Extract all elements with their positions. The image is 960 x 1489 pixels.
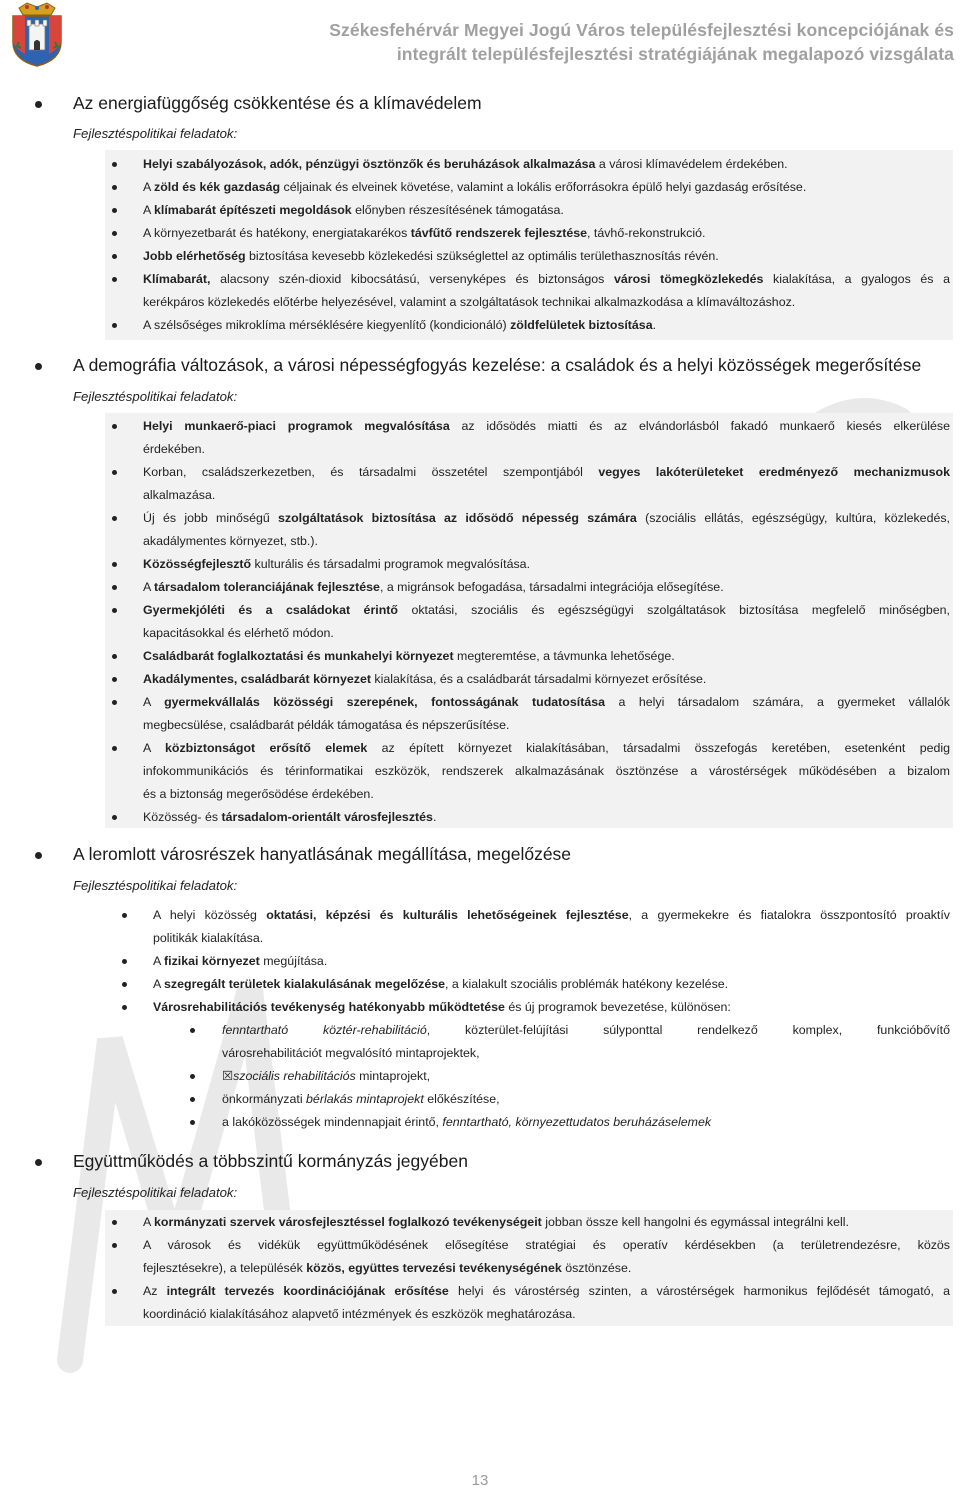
text-run: politikák kialakítása.	[153, 931, 264, 945]
section-bullet	[35, 1159, 42, 1166]
text-run: , a migránsok befogadása, társadalmi integrációja elősegítése.	[379, 580, 724, 594]
task-line	[143, 1303, 950, 1326]
list-bullet	[122, 959, 127, 964]
text-run: mintaprojekt,	[355, 1069, 431, 1083]
text-run: Városrehabilitációs tevékenység hatékonyabb működtetése	[153, 1000, 505, 1014]
task-line	[143, 1211, 950, 1234]
text-run: helyi és várostérség szinten, a várostérségek harmonikus fejlődését támogató, a	[448, 1284, 950, 1298]
text-run: ☒	[222, 1069, 234, 1083]
task-line	[143, 714, 950, 737]
text-run: és új programok bevezetése, különösen:	[504, 1000, 731, 1014]
task-line	[143, 199, 950, 222]
text-run: , közterület-felújítási súlyponttal rendelkező komplex, funkcióbővítő	[426, 1023, 950, 1037]
task-line	[143, 314, 950, 337]
task-line	[143, 691, 950, 714]
text-run: szociális rehabilitációs	[233, 1069, 356, 1083]
task-line	[143, 507, 950, 530]
text-run: fejlesztésekre), a településék	[143, 1261, 307, 1275]
task-line	[143, 760, 950, 783]
text-run: kialakítása, és a családbarát társadalmi környezet erősítése.	[370, 672, 707, 686]
list-bullet	[112, 516, 117, 521]
text-run: , a gyermekekre és fiatalokra összpontosító proaktív	[628, 908, 950, 922]
text-run: kulturális és társadalmi programok megvalósítása.	[251, 557, 531, 571]
text-run: A helyi közösség	[153, 908, 267, 922]
task-line	[143, 553, 950, 576]
task-line	[222, 1019, 950, 1042]
task-line	[143, 291, 950, 314]
list-bullet	[112, 231, 117, 236]
text-run: bérlakás mintaprojekt	[306, 1092, 424, 1106]
header-title-line-1: Székesfehérvár Megyei Jogú Város településfejlesztési koncepciójának és	[329, 20, 954, 40]
tasks-label: Fejlesztéspolitikai feladatok:	[73, 126, 238, 141]
text-run: városrehabilitációt megvalósító mintaprojektek,	[222, 1046, 480, 1060]
task-line	[222, 1088, 950, 1111]
task-line	[143, 622, 950, 645]
list-bullet	[112, 185, 117, 190]
text-run: városi tömegközlekedés	[613, 272, 764, 286]
task-line	[143, 484, 950, 507]
text-run: és a biztonság megerősödése érdekében.	[143, 787, 374, 801]
text-run: érdekében.	[143, 442, 206, 456]
text-run: Közösség- és	[143, 810, 222, 824]
text-run: koordináció kialakításához alapvető intézmények és eszközök meghatározása.	[143, 1307, 576, 1321]
text-run: A	[143, 741, 165, 755]
list-bullet	[112, 323, 117, 328]
list-bullet	[112, 608, 117, 613]
text-run: megújítása.	[259, 954, 328, 968]
text-run: integrált tervezés koordinációjának erősítése	[166, 1284, 449, 1298]
header-title-line-2: integrált településfejlesztési stratégiájának megalapozó vizsgálata	[396, 44, 954, 64]
text-run: zöldfelületek biztosítása	[510, 318, 653, 332]
text-run: A	[153, 954, 165, 968]
text-run: Helyi szabályozások, adók, pénzügyi ösztönzők és beruházások alkalmazása	[143, 157, 596, 171]
task-line	[143, 806, 950, 829]
text-run: ösztönzése.	[561, 1261, 632, 1275]
task-line	[143, 668, 950, 691]
text-run: vegyes lakóterületeket eredményező mechanizmusok	[598, 465, 950, 479]
text-run: zöld és kék gazdaság	[154, 180, 281, 194]
task-line	[143, 530, 950, 553]
text-run: (szociális ellátás, egészségügy, kultúra, közlekedés,	[636, 511, 950, 525]
list-bullet	[122, 1005, 127, 1010]
text-run: A	[143, 695, 165, 709]
text-run: akadálymentes környezet, stb.).	[143, 534, 318, 548]
task-line	[153, 904, 950, 927]
text-run: a helyi társadalom számára, a gyermeket vállalók	[605, 695, 950, 709]
text-run: közös, együttes tervezési tevékenységének	[306, 1261, 562, 1275]
task-line	[143, 1257, 950, 1280]
text-run: távfűtő rendszerek fejlesztése	[410, 226, 588, 240]
list-bullet	[112, 424, 117, 429]
task-line	[143, 268, 950, 291]
text-run: A környezetbarát és hatékony, energiatakarékos	[143, 226, 411, 240]
text-run: közbiztonságot erősítő elemek	[164, 741, 368, 755]
text-run: Korban, családszerkezetben, és társadalmi összetétel szempontjából	[143, 465, 599, 479]
list-bullet	[112, 162, 117, 167]
text-run: alkalmazása.	[143, 488, 216, 502]
text-run: előkészítése,	[423, 1092, 500, 1106]
text-run: megbecsülése, családbarát példák támogatása és népszerűsítése.	[143, 718, 510, 732]
list-bullet	[190, 1120, 195, 1125]
text-run: Családbarát foglalkoztatási és munkahelyi környezet	[143, 649, 454, 663]
list-bullet	[112, 208, 117, 213]
text-run: a lakóközösségek mindennapjait érintő,	[222, 1115, 443, 1129]
text-run: infokommunikációs és térinformatikai eszközök, rendszerek alkalmazásának ösztönzése a várostérségek működésében a bizalom	[143, 764, 950, 778]
text-run: .	[652, 318, 657, 332]
section-title: A demográfia változások, a városi népességfogyás kezelése: a családok és a helyi közösségek megerősítése	[73, 355, 922, 375]
text-run: szolgáltatások biztosítása az idősödő népesség számára	[278, 511, 637, 525]
tasks-label: Fejlesztéspolitikai feladatok:	[73, 878, 238, 893]
text-run: jobban össze kell hangolni és egymással integrálni kell.	[541, 1215, 849, 1229]
list-bullet	[112, 677, 117, 682]
section-bullet	[35, 101, 42, 108]
list-bullet	[112, 654, 117, 659]
list-bullet	[112, 1220, 117, 1225]
text-run: gyermekvállalás közösségi szerepének, fontosságának tudatosítása	[164, 695, 605, 709]
tasks-label: Fejlesztéspolitikai feladatok:	[73, 389, 238, 404]
list-bullet	[112, 470, 117, 475]
text-run: társadalom-orientált városfejlesztés	[221, 810, 433, 824]
text-run: A	[143, 580, 155, 594]
task-line	[222, 1065, 950, 1088]
text-run: alacsony szén-dioxid kibocsátású, versenyképes és biztonságos	[210, 272, 614, 286]
task-line	[143, 599, 950, 622]
task-line	[143, 245, 950, 268]
section-bullet	[35, 363, 42, 370]
task-line	[222, 1111, 950, 1134]
text-run: , távhő-rekonstrukció.	[587, 226, 706, 240]
task-line	[153, 927, 950, 950]
list-bullet	[190, 1074, 195, 1079]
text-run: Gyermekjóléti és a családokat érintő	[143, 603, 398, 617]
task-line	[153, 950, 950, 973]
task-line	[143, 176, 950, 199]
task-line	[143, 461, 950, 484]
section-title: Az energiafüggőség csökkentése és a klímavédelem	[73, 93, 482, 113]
text-run: fenntartható, környezettudatos beruházáselemek	[442, 1115, 712, 1129]
text-run: A	[143, 1215, 155, 1229]
page-number: 13	[471, 1472, 489, 1489]
list-bullet	[112, 254, 117, 259]
text-run: kapacitásokkal és elérhető módon.	[143, 626, 334, 640]
text-run: az épített környezet kialakításában, társadalmi összefogás keretében, esetenként pedig	[367, 741, 951, 755]
text-run: A	[143, 180, 155, 194]
text-run: .	[432, 810, 437, 824]
list-bullet	[190, 1097, 195, 1102]
tasks-label: Fejlesztéspolitikai feladatok:	[73, 1185, 238, 1200]
section-title: A leromlott városrészek hanyatlásának megállítása, megelőzése	[73, 844, 572, 864]
text-run: Helyi munkaerő-piaci programok megvalósítása	[143, 419, 450, 433]
text-run: fizikai környezet	[164, 954, 260, 968]
task-line	[143, 153, 950, 176]
text-run: önkormányzati	[222, 1092, 307, 1106]
list-bullet	[122, 913, 127, 918]
text-run: , a kialakult szociális problémák hatékony kezelése.	[445, 977, 729, 991]
text-run: oktatási, képzési és kulturális lehetőségeinek fejlesztése	[266, 908, 629, 922]
list-bullet	[122, 982, 127, 987]
text-run: kialakítása, a gyalogos és a	[763, 272, 950, 286]
text-run: fenntartható köztér-rehabilitáció	[222, 1023, 427, 1037]
text-run: szegregált területek kialakulásának megelőzése	[164, 977, 446, 991]
task-line	[222, 1042, 950, 1065]
text-run: a városi klímavédelem érdekében.	[595, 157, 788, 171]
text-run: Közösségfejlesztő	[143, 557, 252, 571]
text-run: Jobb elérhetőség	[143, 249, 246, 263]
task-line	[143, 415, 950, 438]
task-line	[143, 1234, 950, 1257]
text-run: Klímabarát,	[143, 272, 211, 286]
section-bullet	[35, 852, 42, 859]
document-header-title	[254, 18, 954, 66]
task-line	[143, 737, 950, 760]
text-run: biztosítása kevesebb közlekedési szükséglettel az optimális területhasznosítás révén.	[245, 249, 719, 263]
section-title: Együttműködés a többszintű kormányzás jegyében	[73, 1151, 468, 1171]
text-run: klímabarát építészeti megoldások	[154, 203, 352, 217]
list-bullet	[112, 277, 117, 282]
list-bullet	[112, 585, 117, 590]
text-run: Az	[143, 1284, 167, 1298]
text-run: társadalom toleranciájának fejlesztése	[154, 580, 380, 594]
list-bullet	[112, 746, 117, 751]
text-run: A szélsőséges mikroklíma mérséklésére kiegyenlítő (kondicionáló)	[143, 318, 511, 332]
task-line	[153, 973, 950, 996]
task-line	[143, 576, 950, 599]
task-line	[143, 438, 950, 461]
text-run: megteremtése, a távmunka lehetősége.	[453, 649, 675, 663]
text-run: kormányzati szervek városfejlesztéssel foglalkozó tevékenységeit	[154, 1215, 542, 1229]
list-bullet	[112, 1243, 117, 1248]
list-bullet	[112, 700, 117, 705]
task-line	[143, 1280, 950, 1303]
text-run: Új és jobb minőségű	[143, 511, 279, 525]
text-run: A városok és vidékük együttműködésének elősegítése stratégiai és operatív kérdésekben (a területrendezésre, közös	[143, 1238, 950, 1252]
text-run: az idősödés miatti és az elvándorlásból fakadó munkaerő kiesés elkerülése	[449, 419, 950, 433]
list-bullet	[190, 1028, 195, 1033]
list-bullet	[112, 815, 117, 820]
text-run: A	[143, 203, 155, 217]
text-run: előnyben részesítésének támogatása.	[351, 203, 564, 217]
list-bullet	[112, 1289, 117, 1294]
text-run: A	[153, 977, 165, 991]
text-run: kerékpáros közlekedés előtérbe helyezésével, valamint a szolgáltatások technikai alkalmazkodása a klímaváltozáshoz.	[143, 295, 796, 309]
task-line	[143, 645, 950, 668]
text-run: Akadálymentes, családbarát környezet	[143, 672, 371, 686]
task-line	[143, 222, 950, 245]
text-run: oktatási, szociális és egészségügyi szolgáltatások biztosítása megfelelő minőségben,	[397, 603, 950, 617]
text-run: céljainak és elveinek követése, valamint a lokális erőforrásokra épülő helyi gazdaság erősítése.	[280, 180, 807, 194]
list-bullet	[112, 562, 117, 567]
task-line	[153, 996, 950, 1019]
city-crest-logo	[5, 2, 69, 68]
task-line	[143, 783, 950, 806]
